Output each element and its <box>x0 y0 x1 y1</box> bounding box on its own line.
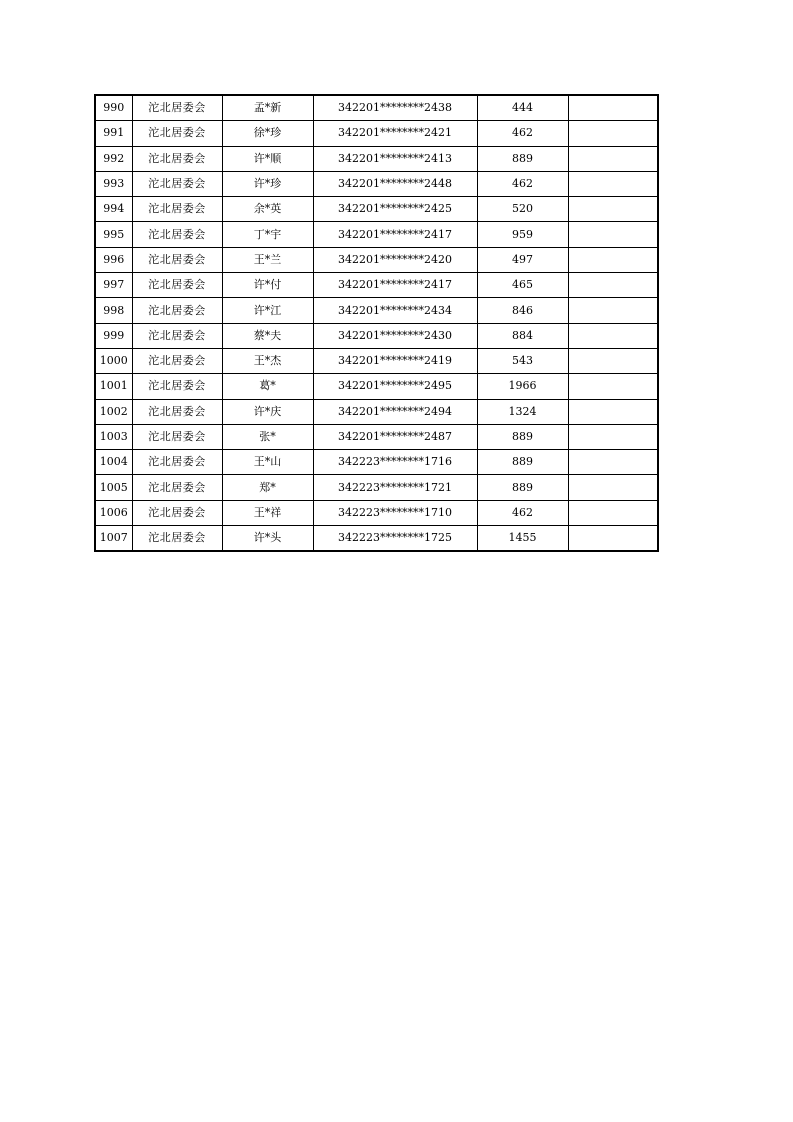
amount: 444 <box>477 95 568 121</box>
row-number: 1005 <box>95 475 132 500</box>
row-number: 993 <box>95 171 132 196</box>
id-number: 342201********2419 <box>313 348 477 373</box>
row-number: 998 <box>95 298 132 323</box>
table-row <box>95 399 658 424</box>
amount: 889 <box>477 146 568 171</box>
person-name: 孟*新 <box>222 95 313 121</box>
person-name: 许*付 <box>222 273 313 298</box>
person-name: 许*江 <box>222 298 313 323</box>
id-number: 342201********2448 <box>313 171 477 196</box>
committee-name: 沱北居委会 <box>132 247 222 272</box>
table-row <box>95 197 658 222</box>
amount: 497 <box>477 247 568 272</box>
id-number: 342201********2430 <box>313 323 477 348</box>
note-cell <box>568 222 658 247</box>
row-number: 1007 <box>95 526 132 552</box>
row-number: 1002 <box>95 399 132 424</box>
amount: 462 <box>477 171 568 196</box>
table-row <box>95 298 658 323</box>
id-number: 342223********1716 <box>313 450 477 475</box>
roster-table <box>94 94 659 552</box>
table-row <box>95 500 658 525</box>
amount: 465 <box>477 273 568 298</box>
id-number: 342201********2495 <box>313 374 477 399</box>
amount: 543 <box>477 348 568 373</box>
person-name: 葛* <box>222 374 313 399</box>
table-row <box>95 121 658 146</box>
table-row <box>95 475 658 500</box>
committee-name: 沱北居委会 <box>132 500 222 525</box>
row-number: 991 <box>95 121 132 146</box>
row-number: 1006 <box>95 500 132 525</box>
person-name: 蔡*夫 <box>222 323 313 348</box>
row-number: 1000 <box>95 348 132 373</box>
amount: 462 <box>477 500 568 525</box>
committee-name: 沱北居委会 <box>132 424 222 449</box>
id-number: 342223********1710 <box>313 500 477 525</box>
id-number: 342201********2421 <box>313 121 477 146</box>
note-cell <box>568 298 658 323</box>
committee-name: 沱北居委会 <box>132 197 222 222</box>
table-row <box>95 273 658 298</box>
note-cell <box>568 475 658 500</box>
id-number: 342223********1721 <box>313 475 477 500</box>
id-number: 342201********2494 <box>313 399 477 424</box>
id-number: 342201********2487 <box>313 424 477 449</box>
row-number: 996 <box>95 247 132 272</box>
table-row <box>95 222 658 247</box>
person-name: 许*顺 <box>222 146 313 171</box>
committee-name: 沱北居委会 <box>132 146 222 171</box>
row-number: 994 <box>95 197 132 222</box>
row-number: 995 <box>95 222 132 247</box>
id-number: 342201********2420 <box>313 247 477 272</box>
note-cell <box>568 399 658 424</box>
row-number: 997 <box>95 273 132 298</box>
amount: 884 <box>477 323 568 348</box>
id-number: 342201********2434 <box>313 298 477 323</box>
note-cell <box>568 197 658 222</box>
row-number: 999 <box>95 323 132 348</box>
committee-name: 沱北居委会 <box>132 526 222 552</box>
note-cell <box>568 526 658 552</box>
committee-name: 沱北居委会 <box>132 222 222 247</box>
id-number: 342201********2425 <box>313 197 477 222</box>
note-cell <box>568 500 658 525</box>
person-name: 王*山 <box>222 450 313 475</box>
person-name: 郑* <box>222 475 313 500</box>
committee-name: 沱北居委会 <box>132 323 222 348</box>
committee-name: 沱北居委会 <box>132 399 222 424</box>
note-cell <box>568 374 658 399</box>
amount: 1966 <box>477 374 568 399</box>
person-name: 王*杰 <box>222 348 313 373</box>
person-name: 张* <box>222 424 313 449</box>
table-row <box>95 348 658 373</box>
person-name: 王*祥 <box>222 500 313 525</box>
row-number: 990 <box>95 95 132 121</box>
amount: 889 <box>477 450 568 475</box>
person-name: 余*英 <box>222 197 313 222</box>
id-number: 342201********2417 <box>313 273 477 298</box>
note-cell <box>568 348 658 373</box>
committee-name: 沱北居委会 <box>132 171 222 196</box>
table-row <box>95 146 658 171</box>
note-cell <box>568 273 658 298</box>
committee-name: 沱北居委会 <box>132 121 222 146</box>
id-number: 342201********2438 <box>313 95 477 121</box>
row-number: 1004 <box>95 450 132 475</box>
id-number: 342201********2417 <box>313 222 477 247</box>
committee-name: 沱北居委会 <box>132 374 222 399</box>
note-cell <box>568 424 658 449</box>
table-row <box>95 424 658 449</box>
person-name: 丁*宇 <box>222 222 313 247</box>
note-cell <box>568 146 658 171</box>
committee-name: 沱北居委会 <box>132 475 222 500</box>
amount: 1324 <box>477 399 568 424</box>
row-number: 992 <box>95 146 132 171</box>
committee-name: 沱北居委会 <box>132 298 222 323</box>
id-number: 342201********2413 <box>313 146 477 171</box>
amount: 846 <box>477 298 568 323</box>
committee-name: 沱北居委会 <box>132 450 222 475</box>
committee-name: 沱北居委会 <box>132 348 222 373</box>
table-row <box>95 374 658 399</box>
person-name: 许*头 <box>222 526 313 552</box>
amount: 889 <box>477 424 568 449</box>
committee-name: 沱北居委会 <box>132 95 222 121</box>
note-cell <box>568 121 658 146</box>
note-cell <box>568 247 658 272</box>
row-number: 1003 <box>95 424 132 449</box>
amount: 889 <box>477 475 568 500</box>
amount: 959 <box>477 222 568 247</box>
note-cell <box>568 323 658 348</box>
amount: 1455 <box>477 526 568 552</box>
person-name: 徐*珍 <box>222 121 313 146</box>
person-name: 许*庆 <box>222 399 313 424</box>
person-name: 王*兰 <box>222 247 313 272</box>
table-row <box>95 95 658 121</box>
table-row <box>95 323 658 348</box>
row-number: 1001 <box>95 374 132 399</box>
table-row <box>95 247 658 272</box>
table-row <box>95 171 658 196</box>
note-cell <box>568 450 658 475</box>
id-number: 342223********1725 <box>313 526 477 552</box>
person-name: 许*珍 <box>222 171 313 196</box>
note-cell <box>568 171 658 196</box>
table-row <box>95 450 658 475</box>
amount: 520 <box>477 197 568 222</box>
note-cell <box>568 95 658 121</box>
committee-name: 沱北居委会 <box>132 273 222 298</box>
table-row <box>95 526 658 552</box>
amount: 462 <box>477 121 568 146</box>
roster-table-body <box>95 95 658 551</box>
